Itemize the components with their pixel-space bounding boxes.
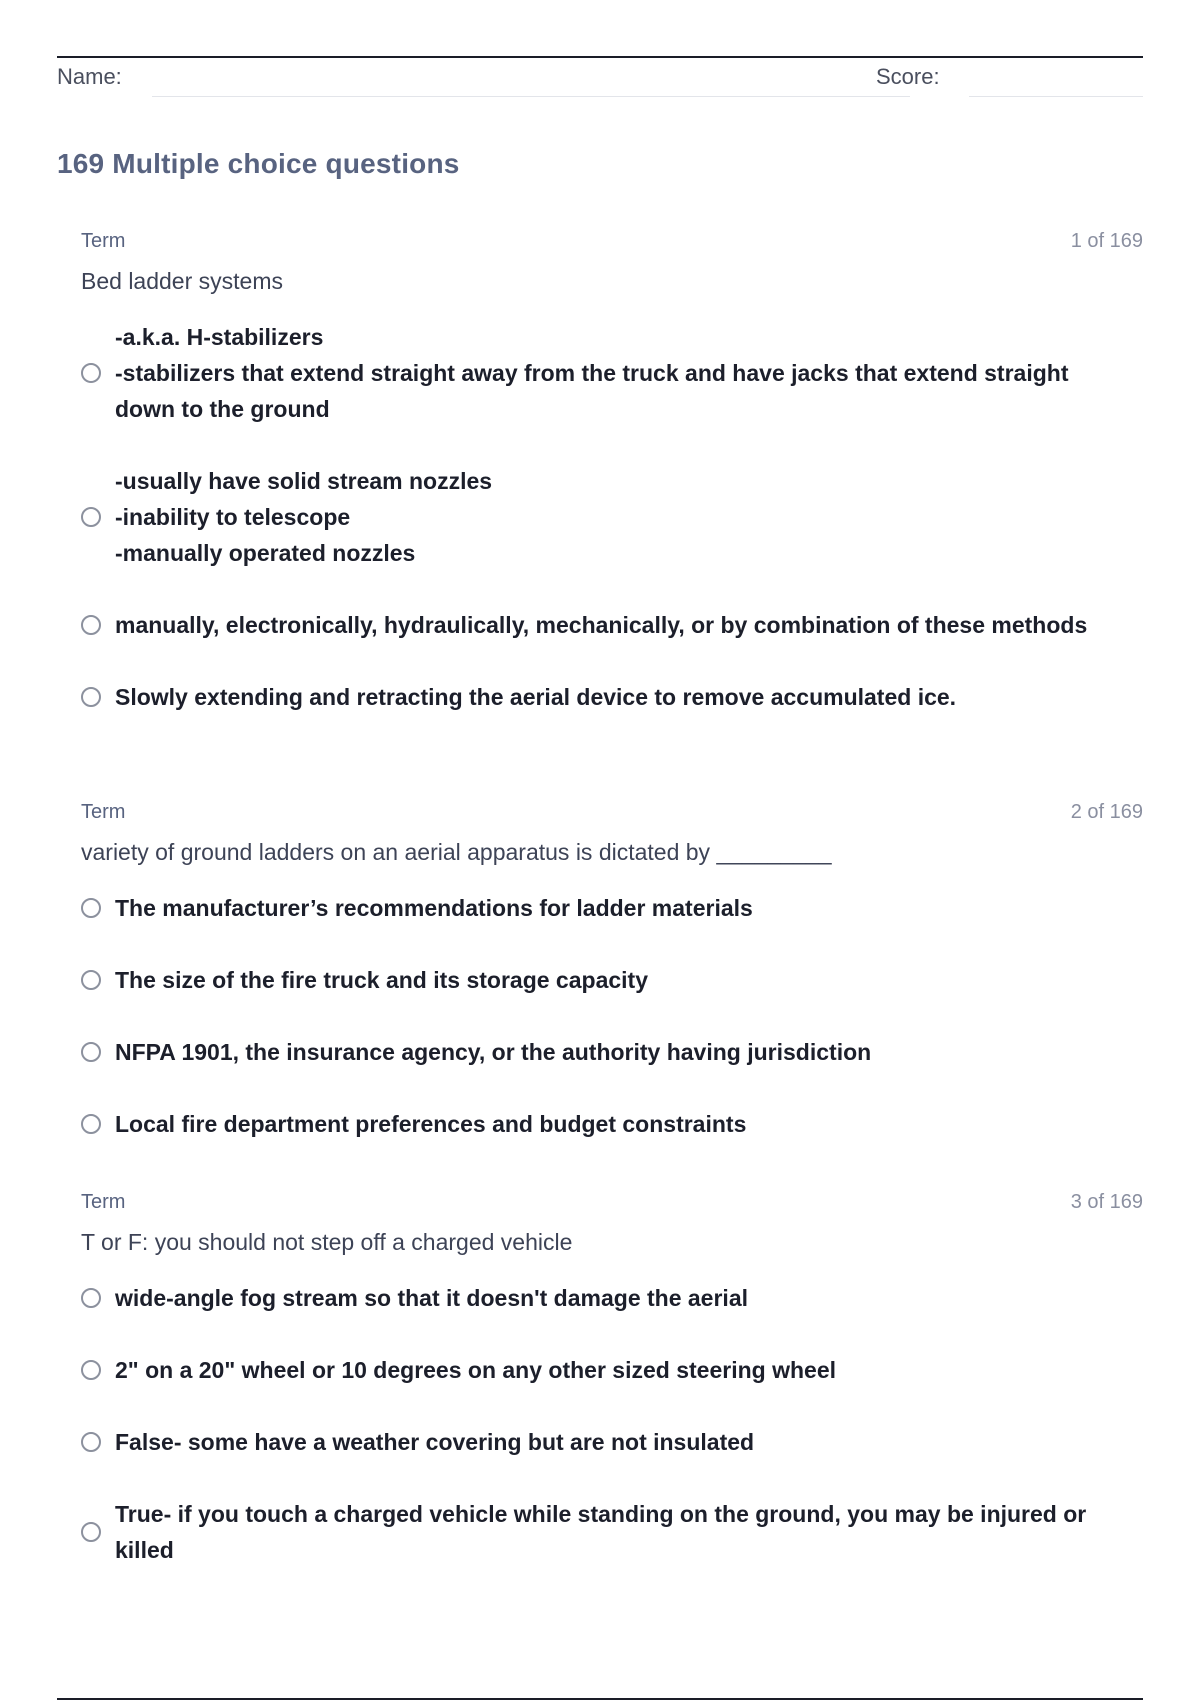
answer-option[interactable] [81, 1280, 1143, 1316]
radio-icon[interactable] [81, 970, 101, 990]
question-3 [81, 1191, 1143, 1568]
answer-option[interactable] [81, 679, 1143, 715]
answer-option[interactable] [81, 962, 1143, 998]
answer-option-text: Local fire department preferences and budget constraints [115, 1111, 747, 1137]
answer-option-text: The size of the fire truck and its storage capacity [115, 967, 648, 993]
term-label: Term [81, 1191, 126, 1213]
question-counter: 1 of 169 [1070, 230, 1143, 252]
term-label: Term [81, 801, 126, 823]
answer-option-text: manually, electronically, hydraulically, mechanically, or by combination of these methods [115, 612, 1088, 638]
radio-icon[interactable] [81, 1522, 101, 1542]
answer-option-text: wide-angle fog stream so that it doesn't damage the aerial [115, 1285, 748, 1311]
answer-options [81, 890, 1143, 1142]
question-2 [81, 801, 1143, 1142]
name-field[interactable] [152, 96, 910, 97]
answer-option-text: Slowly extending and retracting the aerial device to remove accumulated ice. [115, 684, 957, 710]
score-label: Score: [876, 64, 940, 89]
answer-option[interactable] [81, 607, 1143, 643]
radio-icon[interactable] [81, 615, 101, 635]
answer-option-text: -usually have solid stream nozzles -inability to telescope -manually operated nozzles [115, 468, 493, 566]
answer-option[interactable] [81, 1352, 1143, 1388]
radio-icon[interactable] [81, 1432, 101, 1452]
question-counter: 3 of 169 [1070, 1191, 1143, 1213]
answer-option[interactable] [81, 1034, 1143, 1070]
question-counter: 2 of 169 [1070, 801, 1143, 823]
score-field[interactable] [969, 96, 1143, 97]
answer-option[interactable] [81, 319, 1143, 427]
question-prompt: T or F: you should not step off a charged vehicle [81, 1229, 573, 1255]
radio-icon[interactable] [81, 1360, 101, 1380]
term-label: Term [81, 230, 126, 252]
answer-options [81, 1280, 1143, 1568]
radio-icon[interactable] [81, 363, 101, 383]
answer-option[interactable] [81, 1424, 1143, 1460]
radio-icon[interactable] [81, 507, 101, 527]
answer-option-text: False- some have a weather covering but are not insulated [115, 1429, 755, 1455]
question-1 [81, 230, 1143, 715]
question-header [81, 801, 1143, 831]
answer-option[interactable] [81, 463, 1143, 571]
question-prompt: variety of ground ladders on an aerial apparatus is dictated by _________ [81, 839, 832, 865]
answer-option-text: 2" on a 20" wheel or 10 degrees on any other sized steering wheel [115, 1357, 836, 1383]
answer-options [81, 319, 1143, 715]
question-header [81, 230, 1143, 260]
radio-icon[interactable] [81, 1288, 101, 1308]
radio-icon[interactable] [81, 1042, 101, 1062]
name-label: Name: [57, 64, 122, 89]
radio-icon[interactable] [81, 1114, 101, 1134]
radio-icon[interactable] [81, 687, 101, 707]
answer-option-text: NFPA 1901, the insurance agency, or the authority having jurisdiction [115, 1039, 872, 1065]
answer-option-text: -a.k.a. H-stabilizers -stabilizers that extend straight away from the truck and have jacks that extend straight down to the ground [115, 324, 1069, 422]
answer-option-text: True- if you touch a charged vehicle while standing on the ground, you may be injured or killed [115, 1501, 1087, 1563]
radio-icon[interactable] [81, 898, 101, 918]
answer-option[interactable] [81, 1496, 1143, 1568]
answer-option-text: The manufacturer’s recommendations for ladder materials [115, 895, 753, 921]
page-title: 169 Multiple choice questions [57, 148, 460, 179]
answer-option[interactable] [81, 1106, 1143, 1142]
question-prompt: Bed ladder systems [81, 268, 283, 294]
question-header [81, 1191, 1143, 1221]
name-score-header [57, 58, 1143, 98]
answer-option[interactable] [81, 890, 1143, 926]
